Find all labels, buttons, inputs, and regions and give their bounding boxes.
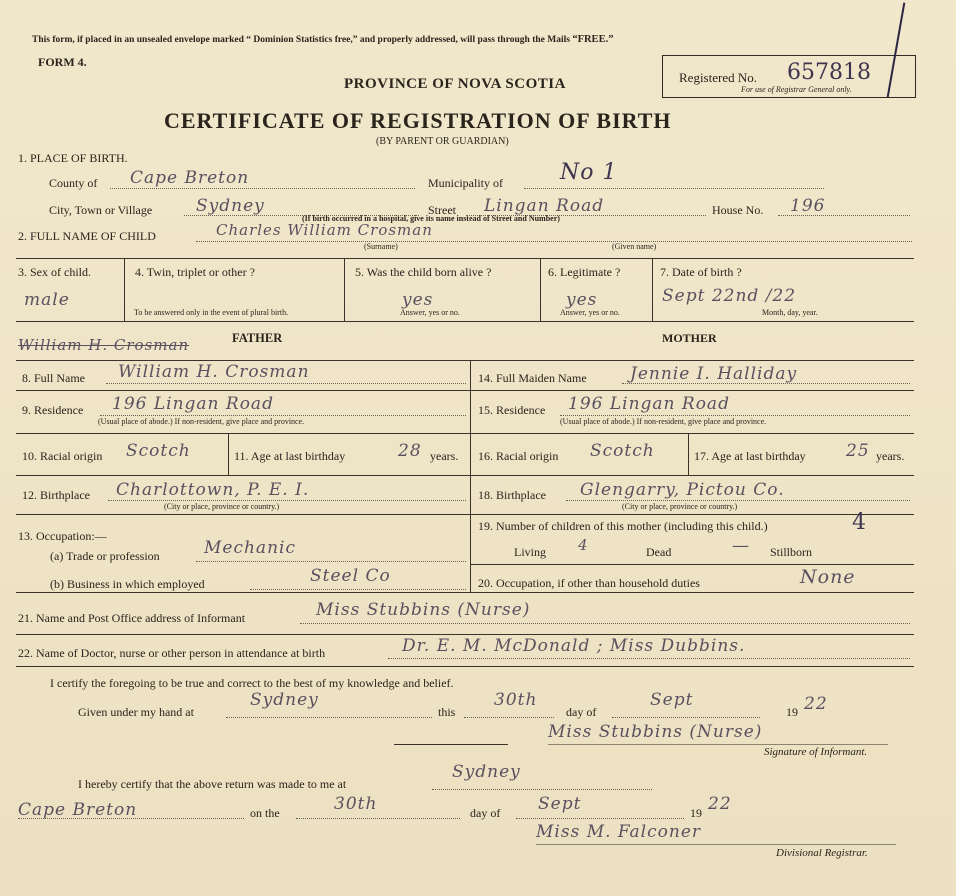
parents-top-border	[16, 360, 914, 361]
registrar-day-of-label: day of	[470, 806, 501, 820]
father-heading: FATHER	[232, 331, 283, 345]
registrar-county-value: Cape Breton	[18, 800, 138, 820]
attendant-line	[388, 658, 910, 659]
registrar-month-line	[516, 818, 684, 819]
mother-residence-value: 196 Lingan Road	[568, 394, 730, 414]
father-birthplace-note: (City or place, province or country.)	[164, 502, 280, 511]
registrar-day-line	[296, 818, 460, 819]
row3-divider-4	[652, 258, 653, 322]
registered-number-box	[662, 55, 916, 98]
children-count-label: 19. Number of children of this mother (including this child.)	[478, 519, 768, 533]
mailing-notice-text: This form, if placed in an unsealed envelope marked “ Dominion Statistics free,” and properly addressed, will pass through the Mails	[32, 35, 570, 45]
mother-birthplace-label: 18. Birthplace	[478, 488, 546, 502]
father-racial-origin-value: Scotch	[126, 441, 191, 461]
mother-racial-origin-value: Scotch	[590, 441, 655, 461]
registrar-signature: Miss M. Falconer	[536, 822, 702, 842]
father-age-label: 11. Age at last birthday	[234, 449, 346, 463]
sex-label: 3. Sex of child.	[18, 265, 91, 279]
father-name-label: 8. Full Name	[22, 371, 85, 385]
business-label: (b) Business in which employed	[50, 577, 205, 591]
trade-line	[196, 561, 466, 562]
business-value: Steel Co	[310, 566, 391, 586]
business-line	[250, 589, 466, 590]
mother-racial-origin-label: 16. Racial origin	[478, 449, 559, 463]
province-heading: PROVINCE OF NOVA SCOTIA	[344, 76, 566, 92]
cert-month-line	[612, 717, 760, 718]
row13-border	[16, 592, 914, 593]
parents-center-divider	[470, 360, 471, 592]
row22-border	[16, 666, 914, 667]
born-alive-note: Answer, yes or no.	[400, 308, 460, 317]
row10-border	[16, 475, 914, 476]
child-name-value: Charles William Crosman	[216, 221, 433, 239]
mother-occupation-value: None	[800, 566, 856, 588]
father-name-crossed-out: William H. Crosman	[18, 336, 190, 354]
municipality-line	[524, 188, 824, 189]
mother-name-value: Jennie I. Halliday	[630, 364, 798, 384]
surname-note: (Surname)	[364, 242, 398, 251]
dead-label: Dead	[646, 545, 672, 559]
certificate-subtitle: (BY PARENT OR GUARDIAN)	[376, 136, 509, 147]
free-notice: “FREE.”	[572, 34, 614, 45]
registrar-county-line	[18, 818, 244, 819]
registrar-on-the-label: on the	[250, 806, 280, 820]
attendant-label: 22. Name of Doctor, nurse or other person in attendance at birth	[18, 646, 326, 660]
informant-signature: Miss Stubbins (Nurse)	[548, 722, 763, 742]
occupation-label: 13. Occupation:—	[18, 529, 107, 543]
father-age-unit: years.	[430, 449, 459, 463]
cert-day-line	[464, 717, 554, 718]
given-place-line	[226, 717, 432, 718]
row3-divider-3	[540, 258, 541, 322]
father-age-divider	[228, 433, 229, 475]
municipality-value: No 1	[560, 160, 618, 185]
given-place-value: Sydney	[250, 690, 319, 710]
row12-border	[16, 514, 914, 515]
born-alive-label: 5. Was the child born alive ?	[355, 265, 492, 279]
informant-signature-caption: Signature of Informant.	[764, 746, 868, 758]
mother-name-label: 14. Full Maiden Name	[478, 371, 587, 385]
registrar-month-value: Sept	[538, 794, 582, 814]
father-birthplace-line	[108, 500, 466, 501]
registrar-signature-line	[536, 844, 896, 845]
house-number-value: 196	[790, 196, 826, 216]
dead-value: —	[732, 536, 750, 556]
mother-age-divider	[688, 433, 689, 475]
certification-statement: I certify the foregoing to be true and correct to the best of my knowledge and belief.	[50, 676, 454, 690]
cert-year-prefix: 19	[786, 705, 798, 719]
informant-line	[300, 623, 910, 624]
legitimate-note: Answer, yes or no.	[560, 308, 620, 317]
stillborn-label: Stillborn	[770, 545, 813, 559]
date-of-birth-label: 7. Date of birth ?	[660, 265, 742, 279]
county-line	[110, 188, 415, 189]
row3-divider-2	[344, 258, 345, 322]
county-value: Cape Breton	[130, 168, 250, 188]
mother-heading: MOTHER	[662, 331, 717, 345]
registrar-year-value: 22	[708, 794, 732, 814]
twin-note: To be answered only in the event of plural birth.	[134, 308, 289, 317]
date-of-birth-value: Sept 22nd /22	[662, 286, 797, 306]
house-number-label: House No.	[712, 203, 764, 217]
row3-divider-1	[124, 258, 125, 322]
born-alive-value: yes	[402, 290, 434, 310]
father-residence-value: 196 Lingan Road	[112, 394, 274, 414]
trade-value: Mechanic	[204, 538, 296, 558]
living-value: 4	[578, 536, 589, 554]
registrar-caption: Divisional Registrar.	[776, 847, 868, 859]
living-label: Living	[514, 545, 546, 559]
registered-label: Registered No.	[679, 70, 757, 85]
attendant-value: Dr. E. M. McDonald ; Miss Dubbins.	[402, 636, 746, 656]
child-name-label: 2. FULL NAME OF CHILD	[18, 229, 156, 243]
row8-border	[16, 390, 914, 391]
informant-value: Miss Stubbins (Nurse)	[316, 600, 531, 620]
given-under-hand-label: Given under my hand at	[78, 705, 194, 719]
registrar-year-prefix: 19	[690, 806, 702, 820]
father-birthplace-label: 12. Birthplace	[22, 488, 90, 502]
mother-residence-label: 15. Residence	[478, 403, 546, 417]
registrar-statement: I hereby certify that the above return was made to me at	[78, 777, 347, 791]
informant-signature-line	[548, 744, 888, 745]
cert-day-value: 30th	[494, 690, 538, 710]
county-label: County of	[49, 176, 98, 190]
mother-birthplace-value: Glengarry, Pictou Co.	[580, 480, 785, 500]
father-residence-note: (Usual place of abode.) If non-resident, give place and province.	[98, 417, 305, 426]
mother-birthplace-note: (City or place, province or country.)	[622, 502, 738, 511]
father-age-value: 28	[398, 441, 422, 461]
registrar-place-line	[432, 789, 652, 790]
mother-age-label: 17. Age at last birthday	[694, 449, 806, 463]
cert-this-label: this	[438, 705, 456, 719]
child-name-line	[196, 241, 912, 242]
row19-border	[470, 564, 914, 565]
registrar-day-value: 30th	[334, 794, 378, 814]
separator-rule	[394, 744, 508, 745]
father-residence-line	[100, 415, 466, 416]
mother-occupation-label: 20. Occupation, if other than household duties	[478, 576, 700, 590]
mother-residence-note: (Usual place of abode.) If non-resident, give place and province.	[560, 417, 767, 426]
row21-border	[16, 634, 914, 635]
father-name-line	[106, 383, 466, 384]
registrar-use-note: For use of Registrar General only.	[741, 85, 852, 94]
mother-age-unit: years.	[876, 449, 905, 463]
street-value: Lingan Road	[484, 196, 605, 216]
twin-label: 4. Twin, triplet or other ?	[135, 265, 255, 279]
trade-label: (a) Trade or profession	[50, 549, 160, 563]
date-of-birth-note: Month, day, year.	[762, 308, 818, 317]
cert-year-value: 22	[804, 694, 828, 714]
father-residence-label: 9. Residence	[22, 403, 84, 417]
hospital-note: (If birth occurred in a hospital, give its name instead of Street and Number)	[302, 214, 560, 223]
registered-number: 657818	[787, 60, 871, 85]
sex-value: male	[24, 290, 70, 310]
mailing-notice	[32, 34, 613, 45]
place-of-birth-label: 1. PLACE OF BIRTH.	[18, 151, 128, 165]
given-name-note: (Given name)	[612, 242, 657, 251]
father-name-value: William H. Crosman	[118, 362, 310, 382]
row3-top-border	[16, 258, 914, 259]
municipality-label: Municipality of	[428, 176, 503, 190]
cert-day-of-label: day of	[566, 705, 597, 719]
form-number: FORM 4.	[38, 55, 87, 69]
certificate-title: CERTIFICATE OF REGISTRATION OF BIRTH	[164, 108, 672, 133]
mother-age-value: 25	[846, 441, 870, 461]
registrar-place-value: Sydney	[452, 762, 521, 782]
legitimate-value: yes	[566, 290, 598, 310]
mother-birthplace-line	[566, 500, 910, 501]
row9-border	[16, 433, 914, 434]
children-count-value: 4	[852, 510, 867, 535]
mother-residence-line	[560, 415, 910, 416]
city-label: City, Town or Village	[49, 203, 153, 217]
father-racial-origin-label: 10. Racial origin	[22, 449, 103, 463]
row3-bottom-border	[16, 321, 914, 322]
father-birthplace-value: Charlottown, P. E. I.	[116, 480, 310, 500]
informant-label: 21. Name and Post Office address of Informant	[18, 611, 246, 625]
pen-check-mark	[887, 3, 906, 98]
cert-month-value: Sept	[650, 690, 694, 710]
city-value: Sydney	[196, 196, 265, 216]
legitimate-label: 6. Legitimate ?	[548, 265, 621, 279]
street-label: Street	[428, 203, 456, 217]
